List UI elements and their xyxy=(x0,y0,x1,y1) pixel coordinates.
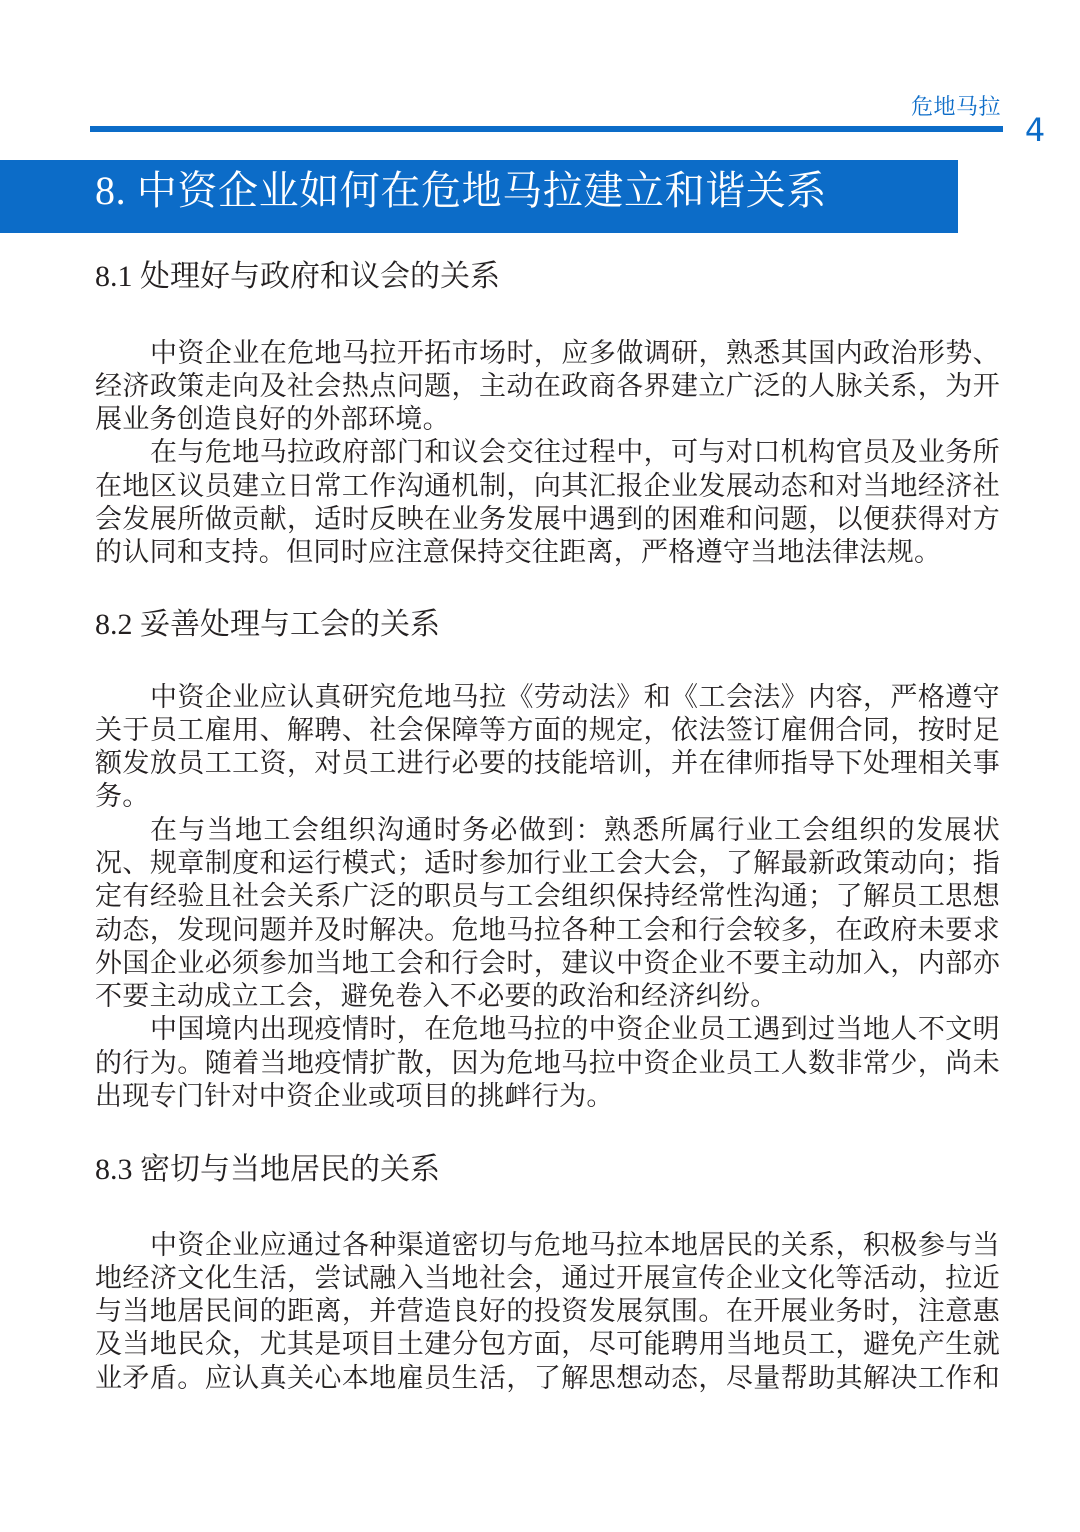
paragraph-line: 关于员工雇用、解聘、社会保障等方面的规定，依法签订雇佣合同，按时足 xyxy=(95,714,1000,746)
section-heading: 8.1 处理好与政府和议会的关系 xyxy=(95,260,500,293)
paragraph-line: 中资企业应通过各种渠道密切与危地马拉本地居民的关系，积极参与当 xyxy=(150,1229,1000,1261)
paragraph-line: 在与危地马拉政府部门和议会交往过程中，可与对口机构官员及业务所 xyxy=(150,437,1000,469)
paragraph-line: 况、规章制度和运行模式；适时参加行业工会大会，了解最新政策动向；指 xyxy=(95,847,1000,879)
page-number: 4 xyxy=(1024,111,1046,149)
chapter-title: 8. 中资企业如何在危地马拉建立和谐关系 xyxy=(95,168,827,213)
chapter-banner xyxy=(0,160,958,233)
paragraph-line: 务。 xyxy=(95,781,150,813)
paragraph xyxy=(95,1013,1000,1113)
running-header-country: 危地马拉 xyxy=(910,95,1001,120)
paragraph-line: 的行为。随着当地疫情扩散，因为危地马拉中资企业员工人数非常少，尚未 xyxy=(95,1047,1000,1079)
paragraph-line: 动态，发现问题并及时解决。危地马拉各种工会和行会较多，在政府未要求 xyxy=(95,914,1000,946)
section-body xyxy=(95,1229,1000,1395)
section-body xyxy=(95,681,1000,1114)
paragraph xyxy=(95,337,1000,437)
paragraph-line: 中资企业应认真研究危地马拉《劳动法》和《工会法》内容，严格遵守 xyxy=(150,681,1000,713)
paragraph-line: 外国企业必须参加当地工会和行会时，建议中资企业不要主动加入，内部亦 xyxy=(95,947,1000,979)
paragraph-line: 及当地民众，尤其是项目土建分包方面，尽可能聘用当地员工，避免产生就 xyxy=(95,1329,1000,1361)
paragraph-line: 不要主动成立工会，避免卷入不必要的政治和经济纠纷。 xyxy=(95,981,778,1013)
paragraph xyxy=(95,681,1000,814)
paragraph-line: 定有经验且社会关系广泛的职员与工会组织保持经常性沟通；了解员工思想 xyxy=(95,881,1000,913)
paragraph-line: 在与当地工会组织沟通时务必做到：熟悉所属行业工会组织的发展状 xyxy=(150,814,1000,846)
paragraph xyxy=(95,1229,1000,1395)
paragraph-line: 中资企业在危地马拉开拓市场时，应多做调研，熟悉其国内政治形势、 xyxy=(150,337,1000,369)
paragraph-line: 中国境内出现疫情时，在危地马拉的中资企业员工遇到过当地人不文明 xyxy=(150,1014,1000,1046)
paragraph-line: 出现专门针对中资企业或项目的挑衅行为。 xyxy=(95,1081,614,1113)
paragraph-line: 的认同和支持。但同时应注意保持交往距离，严格遵守当地法律法规。 xyxy=(95,537,942,569)
paragraph-line: 在地区议员建立日常工作沟通机制，向其汇报企业发展动态和对当地经济社 xyxy=(95,470,1000,502)
header-rule xyxy=(90,126,1003,132)
paragraph-line: 额发放员工工资，对员工进行必要的技能培训，并在律师指导下处理相关事 xyxy=(95,748,1000,780)
section-body xyxy=(95,337,1000,570)
paragraph-line: 会发展所做贡献，适时反映在业务发展中遇到的困难和问题，以便获得对方 xyxy=(95,503,1000,535)
section-heading: 8.2 妥善处理与工会的关系 xyxy=(95,608,440,641)
paragraph-line: 地经济文化生活，尝试融入当地社会，通过开展宣传企业文化等活动，拉近 xyxy=(95,1262,1000,1294)
section-heading: 8.3 密切与当地居民的关系 xyxy=(95,1153,440,1186)
paragraph-line: 经济政策走向及社会热点问题，主动在政商各界建立广泛的人脉关系，为开 xyxy=(95,370,1000,402)
paragraph-line: 业矛盾。应认真关心本地雇员生活，了解思想动态，尽量帮助其解决工作和 xyxy=(95,1362,1000,1394)
paragraph xyxy=(95,436,1000,569)
paragraph xyxy=(95,814,1000,1014)
paragraph-line: 展业务创造良好的外部环境。 xyxy=(95,404,450,436)
paragraph-line: 与当地居民间的距离，并营造良好的投资发展氛围。在开展业务时，注意惠 xyxy=(95,1296,1000,1328)
